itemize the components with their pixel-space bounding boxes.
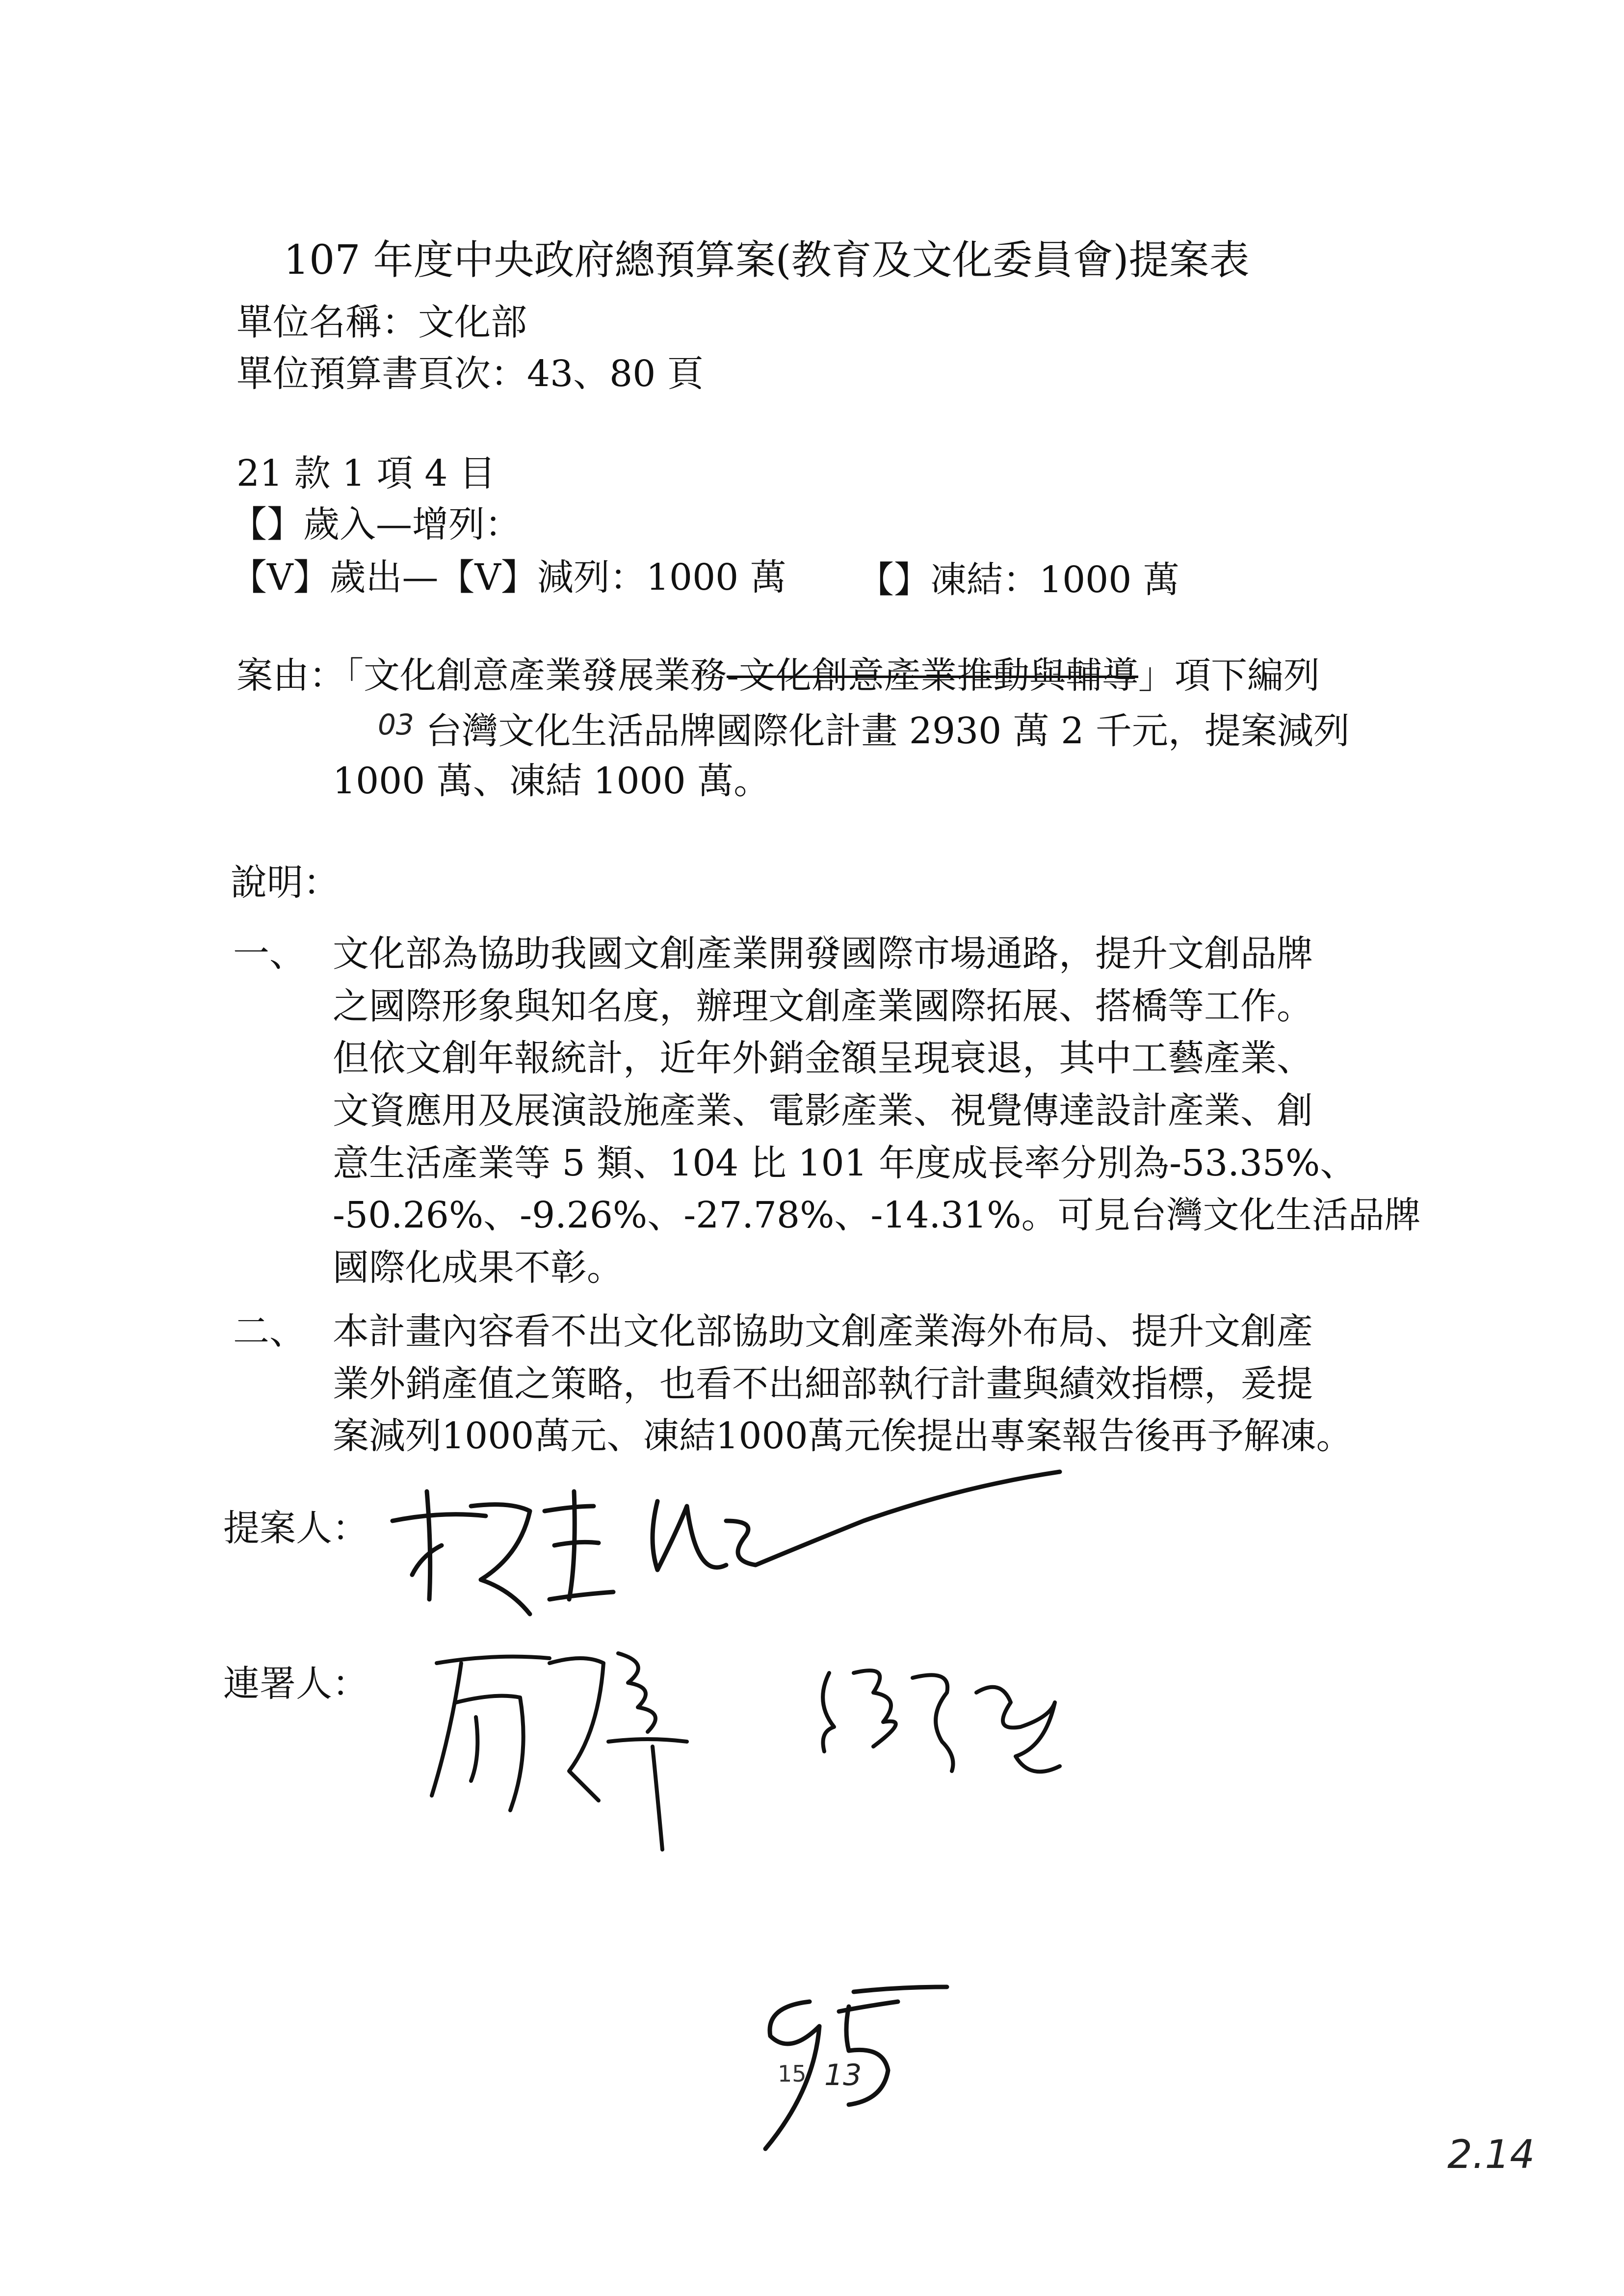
item-1-line: -50.26%、-9.26%、-27.78%、-14.31%。可見台灣文化生活品牌 bbox=[333, 1194, 1421, 1236]
unit-name-label: 單位名稱： bbox=[236, 301, 418, 343]
expenditure-prefix: 【V】歲出— bbox=[231, 556, 439, 599]
proposer-label: 提案人： bbox=[223, 1507, 368, 1549]
budget-pages-row bbox=[236, 353, 704, 395]
reason-handwritten-code: 03 bbox=[378, 708, 414, 741]
explanation-label: 說明： bbox=[231, 861, 340, 904]
reason-line-2 bbox=[378, 708, 1350, 752]
item-2-number: 二、 bbox=[233, 1310, 306, 1353]
item-1-number: 一、 bbox=[233, 933, 306, 975]
cut-label: 減列：1000 萬 bbox=[537, 556, 786, 599]
item-1-line: 之國際形象與知名度，辦理文創產業國際拓展、搭橋等工作。 bbox=[333, 985, 1313, 1027]
reason-struck-text: -文化創意產業推動與輔導 bbox=[727, 654, 1139, 697]
unit-name-value: 文化部 bbox=[418, 301, 527, 343]
reason-text-b: 」項下編列 bbox=[1138, 654, 1320, 697]
reason-label: 案由： bbox=[236, 654, 345, 697]
freeze-label: 凍結：1000 萬 bbox=[930, 559, 1179, 601]
item-1-line: 但依文創年報統計，近年外銷金額呈現衰退，其中工藝產業、 bbox=[333, 1037, 1313, 1079]
cut-mark: 【V】 bbox=[438, 556, 537, 599]
page-title: 107 年度中央政府總預算案(教育及文化委員會)提案表 bbox=[284, 237, 1250, 284]
freeze-line bbox=[858, 559, 1179, 601]
item-1-line: 意生活產業等 5 類、104 比 101 年度成長率分別為-53.35%、 bbox=[333, 1142, 1357, 1184]
item-2-line: 案減列1000萬元、凍結1000萬元俟提出專案報告後再予解凍。 bbox=[333, 1415, 1353, 1457]
page-mark-handwritten: 13 bbox=[824, 2058, 862, 2092]
item-2-line: 業外銷產值之策略，也看不出細部執行計畫與績效指標，爰提 bbox=[333, 1363, 1313, 1405]
item-1-line: 文資應用及展演設施產業、電影產業、視覺傳達設計產業、創 bbox=[333, 1090, 1313, 1132]
budget-pages-value: 43、80 頁 bbox=[527, 353, 704, 395]
item-1-line: 國際化成果不彰。 bbox=[333, 1247, 623, 1289]
item-1-line: 文化部為協助我國文創產業開發國際市場通路，提升文創品牌 bbox=[333, 933, 1313, 975]
reason-text-a: 「文化創意產業發展業務 bbox=[345, 654, 727, 697]
expenditure-line bbox=[231, 556, 786, 599]
corner-mark: 2.14 bbox=[1447, 2132, 1535, 2177]
proposer-signature bbox=[383, 1452, 1070, 1639]
unit-name-row bbox=[236, 301, 527, 343]
item-code: 21 款 1 項 4 目 bbox=[236, 452, 496, 495]
item-2-line: 本計畫內容看不出文化部協助文創產業海外布局、提升文創產 bbox=[333, 1310, 1313, 1353]
reason-line-1 bbox=[236, 654, 1320, 697]
budget-pages-label: 單位預算書頁次： bbox=[236, 353, 527, 395]
revenue-line: 【】歲入—增列： bbox=[231, 503, 521, 546]
cosigner-label: 連署人： bbox=[223, 1663, 368, 1705]
reason-line-3: 1000 萬、凍結 1000 萬。 bbox=[333, 760, 770, 802]
freeze-mark: 【】 bbox=[858, 559, 930, 601]
reason-text-2: 台灣文化生活品牌國際化計畫 2930 萬 2 千元，提案減列 bbox=[425, 710, 1350, 752]
cosigner-signatures bbox=[422, 1634, 1158, 1859]
page-number-printed: 15 bbox=[778, 2061, 807, 2087]
